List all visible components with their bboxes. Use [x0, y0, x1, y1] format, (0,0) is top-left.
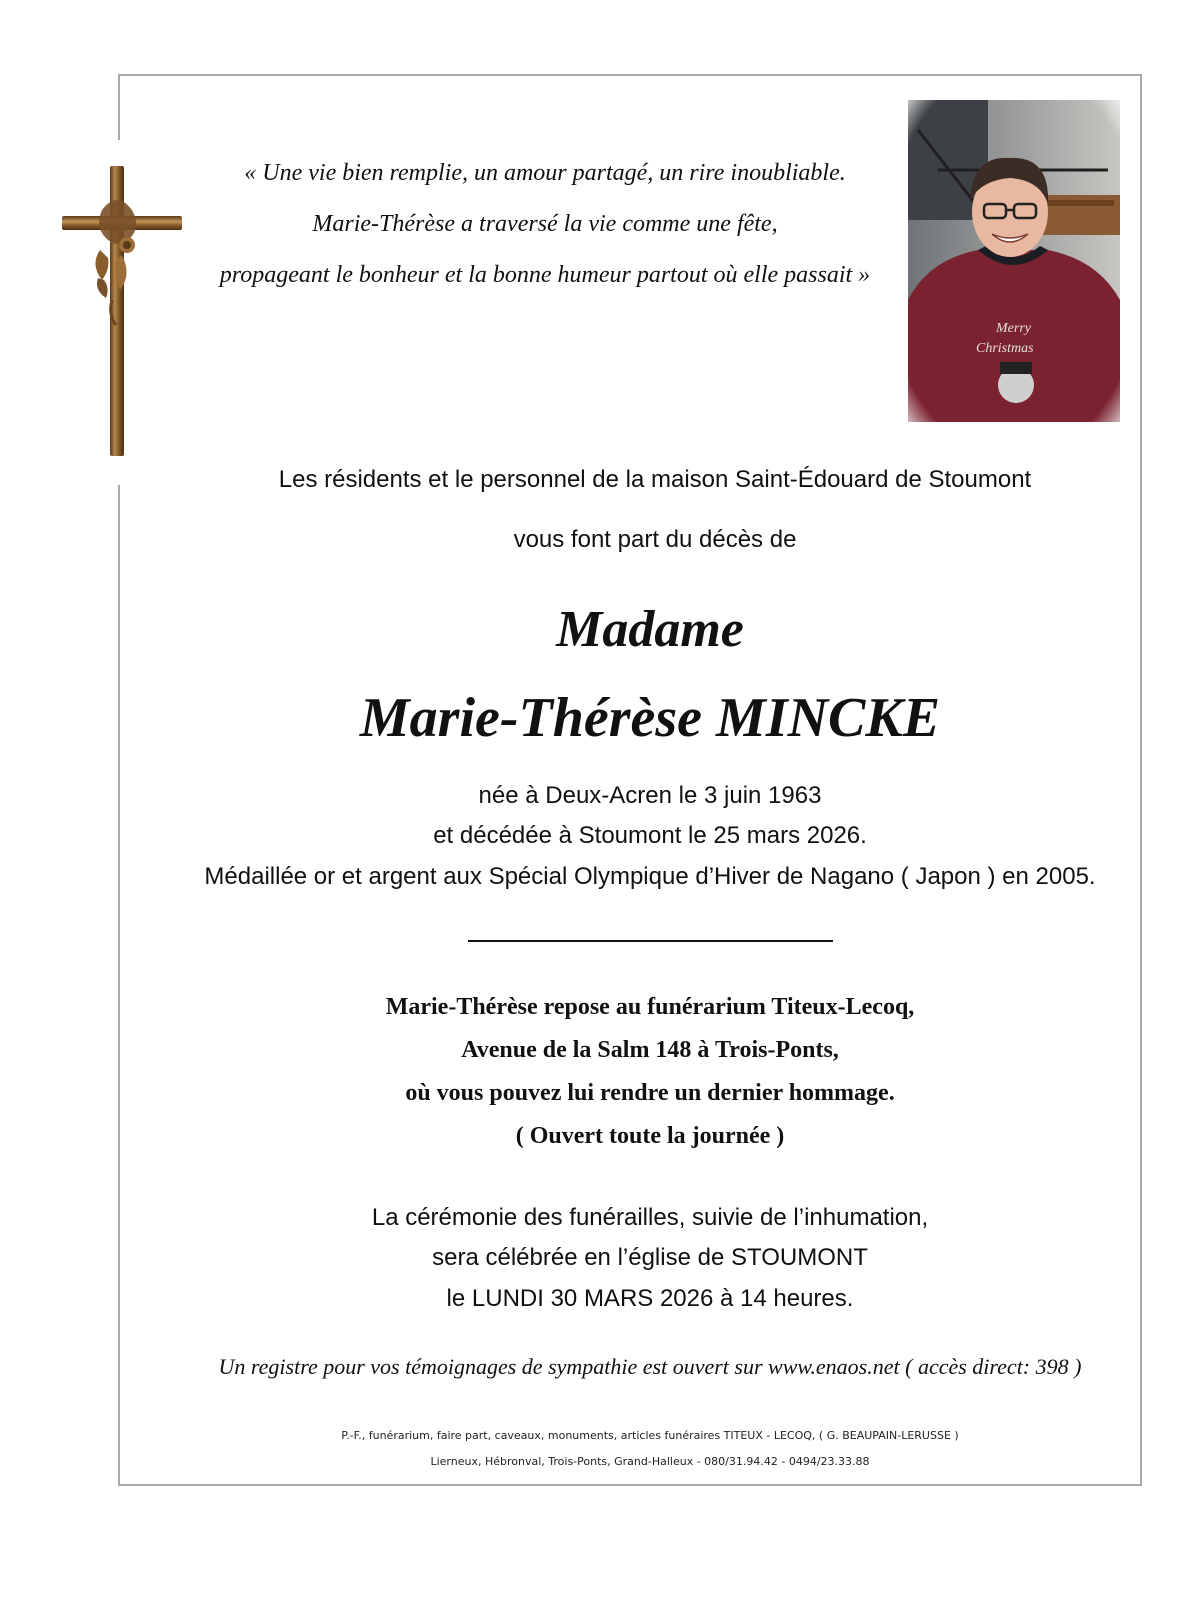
footer-contact: Lierneux, Hébronval, Trois-Ponts, Grand-Halleux - 080/31.94.42 - 0494/23.33.88 — [430, 1455, 870, 1468]
deceased-title: Madame — [556, 601, 744, 658]
medal-info: Médaillée or et argent aux Spécial Olympique d’Hiver de Nagano ( Japon ) en 2005. — [204, 863, 1096, 890]
deceased-name: Marie-Thérèse MINCKE — [359, 687, 941, 749]
epitaph-quote — [160, 148, 930, 301]
ceremony-date: le LUNDI 30 MARS 2026 à 14 heures. — [446, 1285, 854, 1312]
ceremony-line: sera célébrée en l’église de STOUMONT — [432, 1244, 868, 1271]
quote-line: Marie-Thérèse a traversé la vie comme une fête, — [312, 211, 778, 237]
registry-note: Un registre pour vos témoignages de sympathie est ouvert sur www.enaos.net ( accès direct: 398 ) — [218, 1354, 1082, 1379]
quote-line: « Une vie bien remplie, un amour partagé, un rire inoubliable. — [244, 160, 846, 186]
funerarium-line: Marie-Thérèse repose au funérarium Titeux-Lecoq, — [385, 994, 915, 1020]
deceased-photo — [908, 100, 1120, 422]
footer-services: P.-F., funérarium, faire part, caveaux, monuments, articles funéraires TITEUX - LECOQ, ( G. BEAUPAIN-LERUSSE ) — [341, 1429, 959, 1442]
death-info: et décédée à Stoumont le 25 mars 2026. — [433, 822, 867, 849]
announcement-line: vous font part du décès de — [513, 526, 797, 553]
birth-info: née à Deux-Acren le 3 juin 1963 — [478, 782, 822, 809]
funerarium-line: où vous pouvez lui rendre un dernier hommage. — [405, 1080, 895, 1106]
ceremony-line: La cérémonie des funérailles, suivie de l’inhumation, — [371, 1204, 929, 1231]
announcement-line: Les résidents et le personnel de la maison Saint-Édouard de Stoumont — [278, 466, 1032, 493]
funerarium-hours: ( Ouvert toute la journée ) — [515, 1123, 785, 1149]
quote-line: propageant le bonheur et la bonne humeur partout où elle passait » — [219, 262, 871, 288]
funerarium-line: Avenue de la Salm 148 à Trois-Ponts, — [461, 1037, 839, 1063]
divider — [468, 940, 833, 942]
